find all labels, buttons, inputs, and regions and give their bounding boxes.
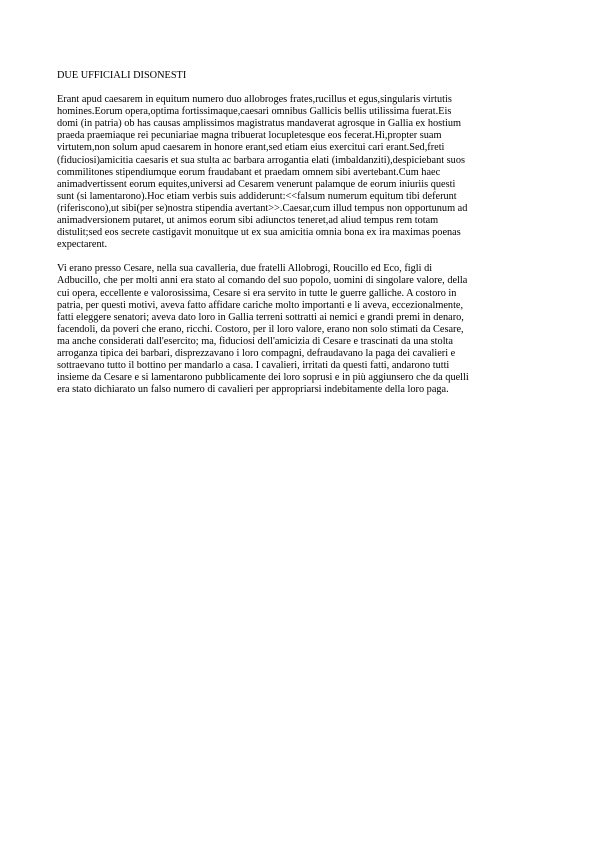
italian-translation-paragraph: Vi erano presso Cesare, nella sua cavalleria, due fratelli Allobrogi, Roucillo ed Eco, figli di Adbucillo, che per molti anni era stato al comando del suo popolo, uomini di singolare valore, della cui opera, eccellente e valorosissima, Cesare si era servito in tutte le guerre galliche. A costoro in patria, per questi motivi, aveva fatto affidare cariche molto importanti e li aveva, eccezionalmente, fatti eleggere senatori; aveva dato loro in Gallia terreni sottratti ai nemici e grandi premi in denaro, facendoli, da poveri che erano, ricchi. Costoro, per il loro valore, erano non solo stimati da Cesare, ma anche considerati dall'esercito; ma, fiduciosi dell'amicizia di Cesare e trascinati da una stolta arroganza tipica dei barbari, disprezzavano i loro compagni, defraudavano la paga dei cavalieri e sottraevano tutto il bottino per mandarlo a casa. I cavalieri, irritati da questi fatti, andarono tutti insieme da Cesare e si lamentarono pubblicamente dei loro soprusi e in più aggiunsero che da quelli era stato dichiarato un falso numero di cavalieri per appropriarsi indebitamente della loro paga. (57, 263, 469, 396)
latin-paragraph: Erant apud caesarem in equitum numero duo allobroges frates,rucillus et egus,singularis virtutis homines.Eorum opera,optima fortissimaque,caesari omnibus Gallicis bellis utilissima fuerat.Eis domi (in patria) ob has causas amplissimos magistratus mandaverat agrosque in Gallia ex hostium praeda praemiaque rei pecuniariae magna tribuerat locupletesque eos fecerat.Hi,propter suam virtutem,non solum apud caesarem in honore erant,sed etiam eius exercitui cari erant.Sed,freti (fiduciosi)amicitia caesaris et sua stulta ac barbara arrogantia elati (imbaldanziti),despiciebant suos commilitones stipendiumque eorum fraudabant et praedam omnem sibi avertebant.Cum haec animadvertissent eorum equites,universi ad Cesarem venerunt palamque de eorum iniuriis questi sunt (si lamentarono).Hoc etiam verbis suis addiderunt:<<falsum numerum equitum tibi deferunt (riferiscono),ut sibi(per se)nostra stipendia avertant>>.Caesar,cum illud tempus non opportunum ad animadversionem putaret, ut animos eorum sibi adiunctos teneret,ad aliud tempus rem totam distulit;sed eos secrete castigavit monuitque ut ex sua amicitia omnia bona ex ira maximas poenas expectarent. (57, 94, 468, 251)
document-title: DUE UFFICIALI DISONESTI (57, 70, 187, 81)
document-page (57, 70, 539, 408)
